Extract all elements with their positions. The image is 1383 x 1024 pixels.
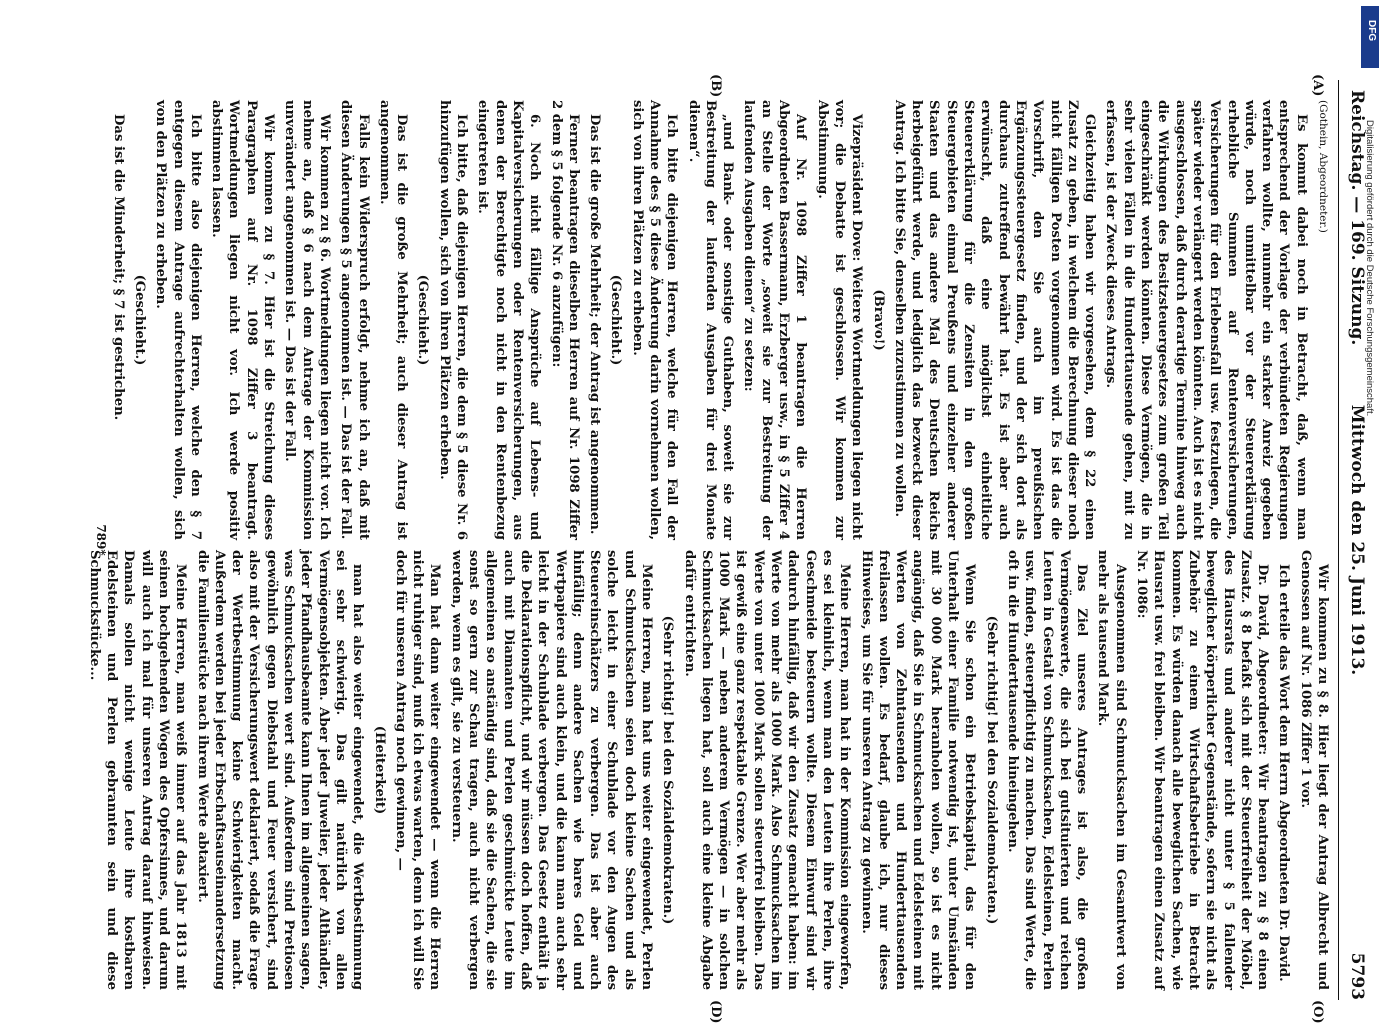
paragraph: Falls kein Widerspruch erfolgt, nehme ich an, daß mit diesen Änderungen § 5 angenommen ist. — Das ist der Fall. [338, 100, 371, 540]
paragraph: Auf Nr. 1098 Ziffer 1 beantragen die Herren Abgeordneten Bassermann, Erzberger usw., in § 5 Ziffer 4 an Stelle der Worte „soweit sie zur Bestreitung der laufenden Ausgaben dienen“ zu setzen: [741, 100, 809, 540]
interjection: (Geschieht.) [415, 274, 431, 366]
paragraph: Man hat dann weiter eingewendet — wenn die Herren nicht ruhiger sind, muß ich etwas warten, denn ich will Sie doch für unseren Antrag noch gewinnen, — [392, 550, 443, 990]
margin-marker-d: (D) [708, 1000, 723, 1024]
digitization-credit [1361, 120, 1375, 980]
margin-marker-o: (O) [1310, 1000, 1325, 1024]
margin-marker-b: (B) [708, 74, 723, 98]
paragraph: Gleichzeitig haben wir vorgesehen, dem § 22 einen Zusatz zu geben, in welchem die Berechnung dieser noch nicht fälligen Posten vorgenommen wird. Es ist das die Vorschrift, den Sie auch im preußischen Ergänzungssteuergesetz finden, und der sich dort als durchaus zutreffend bewährt hat. Es ist aber auch erwünscht, daß eine möglichst einheitliche Steuererklärung für die Zensiten in den großen Steuergebieten einmal Preußens und einzelner anderer Staaten und das andere Mal des Deutschen Reichs herbeigeführt werde, und lediglich das bezweckt dieser Antrag. Ich bitte Sie, denselben zuzustimmen zu wollen. [891, 100, 1098, 540]
margin-marker-a: (A) [1310, 74, 1325, 97]
interjection: (Geschieht.) [608, 274, 624, 366]
page-number: 5793 [1347, 952, 1367, 1000]
header-left: Reichstag. — 169. Sitzung. [1347, 90, 1367, 346]
paragraph: Ich bitte also diejenigen Herren, welche den § 7 entgegen diesem Antrage aufrechterhalten wollen, sich von den Plätzen zu erheben. [153, 100, 203, 540]
dfg-logo: DFG [1361, 6, 1379, 68]
paragraph: Ferner beantragen dieselben Herren auf Nr. 1098 Ziffer 2 dem § 5 folgende Nr. 6 anzufügen: [548, 100, 581, 540]
paragraph: Das Ziel unseres Antrages ist also, die großen Vermögenswerte, die sich bei gutsituierten und reichen Leuten in Gestalt von Schmucksachen, Edelsteinen, Perlen usw. finden, steuerpflichtig zu machen. Das sind Werte, die oft in die Hunderttausende hineingehen. [1004, 550, 1090, 990]
interjection: (Geschieht.) [132, 274, 147, 366]
paragraph: man hat also weiter eingewendet, die Wertbestimmung sei sehr schwierig. Das gilt natürlich von allen Vermögensobjekten. Aber jeder Juwelier, jeder Althändler, jeder Pfandhausbeamte kann Ihnen im allgemeinen sagen, was Schmucksachen wert sind. Außerdem sind Pretiosen gewöhnlich gegen Diebstahl und Feuer versichert, sind also mit der Versicherungswert deklariert, sodaß die Frage der Wertbestimmung keine Schwierigkeiten macht. Außerdem werden bei jeder Erbschaftsauseinandersetzung die Familienstücke nach ihrem Werte abtaxiert. [194, 550, 366, 990]
paragraph: Vizepräsident Dove: Weitere Wortmeldungen liegen nicht vor; die Debatte ist geschlossen. Wir kommen zur Abstimmung. [814, 100, 865, 540]
paragraph: Wir kommen zu § 6. Wortmeldungen liegen nicht vor. Ich nehme an, daß § 6 nach dem Antrage der Kommission unverändert angenommen ist. — Das ist der Fall. [282, 100, 332, 540]
column-right [82, 550, 1331, 990]
paragraph: Ausgenommen sind Schmucksachen im Gesamtwert von mehr als tausend Mark. [1095, 550, 1128, 990]
paragraph: Das ist die große Mehrheit; der Antrag ist angenommen. [587, 114, 603, 535]
paragraph: Das ist die große Mehrheit; auch dieser Antrag ist angenommen. [376, 100, 410, 540]
page-footer: 789* [94, 524, 108, 556]
paragraph: Meine Herren, man hat in der Kommission eingeworfen, es sei kleinlich, wenn man den Leuten ihre Perlen, ihre Geschmeide besteuern wollte. Diesem Einwurf sind wir dadurch hinfällig, daß wir den Zusatz gemacht haben: im Werte von mehr als 1000 Mark. Also Schmucksachen im Werte von unter 1000 Mark sollen steuerfrei bleiben. Das ist gewiß eine ganz respektable Grenze. Wer aber mehr als 1000 Mark — neben anderem Vermögen — in solchen Schmucksachen liegen hat, soll auch eine kleine Abgabe dafür entrichten. [681, 550, 853, 990]
interjection: (Sehr richtig! bei den Sozialdemokraten.) [660, 615, 676, 925]
interjection: (Sehr richtig! bei den Sozialdemokraten.) [983, 615, 999, 925]
paragraph: Es kommt dabei noch in Betracht, daß, wenn man entsprechend der Vorlage der verbündeten Regierungen verfahren wollte, nunmehr ein starker Anreiz gegeben würde, noch unmittelbar vor der Steuererklärung erhebliche Summen auf Rentenversicherungen, Versicherungen für den Erlebensfall usw. festzulegen, die später wieder verlängert werden könnten. Auch ist es nicht ausgeschlossen, daß durch derartige Termine hinweg auch die Wirkungen des Besitzsteuergesetzes zum großen Teil eingeschränkt werden könnten. Diese Vermögen, die in sehr vielen Fällen in die Hunderttausende gehen, mit zu erfassen, ist der Zweck dieses Antrags. [1103, 100, 1309, 540]
interjection: (Bravo!) [870, 289, 886, 351]
column-left [105, 100, 1331, 540]
header-rule [1338, 80, 1339, 1000]
paragraph: Ich bitte, daß diejenigen Herren, die dem § 5 diese Nr. 6 hinzufügen wollen, sich von ihren Plätzen erheben. [436, 100, 470, 540]
paragraph: Meine Herren, man weiß immer auf das Jahr 1813 mit seinen hochgehenden Wogen des Opfersinnes, und darum will auch ich mal für unseren Antrag darauf hinweisen. Damals sollen nicht wenige Leute ihre kostbaren Edelsteinen und Perlen gebrannten sein und diese Schmuckstücke... [86, 550, 189, 990]
paragraph: Wenn Sie schon ein Betriebskapital, das für den Unterhalt einer Familie notwendig ist, unter Umständen mit 30 000 Mark heranholen wollen, so ist es nicht angängig, daß Sie in Schmucksachen und Edelsteinen mit Werten von Zehntausenden und Hunderttausenden freilassen wollen. Es bedarf, glaube ich, nur dieses Hinweises, um Sie für unseren Antrag zu gewinnen. [858, 550, 978, 990]
paragraph: Das ist die Minderheit; § 7 ist gestrichen. [110, 114, 126, 421]
interjection: (Heiterkeit) [371, 725, 387, 815]
speaker-note: (Gothein, Abgeordneter.) [1317, 100, 1329, 233]
paragraph: Meine Herren, man hat uns weiter eingewendet, Perlen und Schmucksachen seien doch kleine Sachen und als solche leicht in einer Schublade vor den Augen des Steuereinschätzers zu verbergen. Das ist aber auch hinfällig; denn andere Sachen wie bares Geld und Wertpapiere sind auch klein, und die kann man auch sehr leicht in der Schublade verbergen. Das Gesetz enthält ja die Deklarationspflicht, und wir müssen doch hoffen, daß auch mit Diamanten und Perlen geschmückte Leute im allgemeinen so anständig sind, daß sie die Sachen, die sie sonst so gern zur Schau tragen, auch nicht verbergen werden, wenn es gilt, sie zu versteuern. [448, 550, 655, 990]
paragraph: Dr. David, Abgeordneter: Wir beantragen zu § 8 einen Zusatz. § 8 befaßt sich mit der Steuerfreiheit der Möbel, des Hausrats und anderer nicht unter § 5 fallender beweglicher körperlicher Gegenstände, sofern sie nicht als Zubehör zu einem Wirtschaftsbetriebe in Betracht kommen. Es würden danach alle beweglichen Sachen, wie Hausrat usw. frei bleiben. Wir beantragen einen Zusatz auf Nr. 1086: [1134, 550, 1271, 990]
paragraph: Ich erteile das Wort dem Herrn Abgeordneten Dr. David. [1276, 564, 1292, 982]
credit-text: Digitalisierung gefördert durch die Deutsche Forschungsgemeinschaft. [1364, 120, 1375, 417]
paragraph: „und Bank- oder sonstige Guthaben, soweit sie zur Bestreitung der laufenden Ausgaben für drei Monate dienen“. [685, 100, 736, 540]
paragraph: Wir kommen zu § 8. Hier liegt der Antrag Albrecht und Genossen auf Nr. 1086 Ziffer 1 vor. [1297, 550, 1330, 990]
paragraph: 6. Noch nicht fällige Ansprüche auf Lebens- und Kapitalversicherungen oder Rentenversicherungen, aus denen der Berechtigte noch nicht in den Rentenbezug eingetreten ist. [475, 100, 543, 540]
paragraph: Wir kommen zu § 7. Hier ist die Streichung dieses Paragraphen auf Nr. 1098 Ziffer 3 beantragt. Wortmeldungen liegen nicht vor. Ich werde positiv abstimmen lassen. [209, 100, 277, 540]
paragraph: Ich bitte diejenigen Herren, welche für den Fall der Annahme des § 5 diese Änderung darin vornehmen wollen, sich von ihren Plätzen zu erheben. [629, 100, 680, 540]
rotated-page [75, 60, 1373, 1024]
header-date: Mittwoch den 25. Juni 1913. [1347, 404, 1367, 676]
